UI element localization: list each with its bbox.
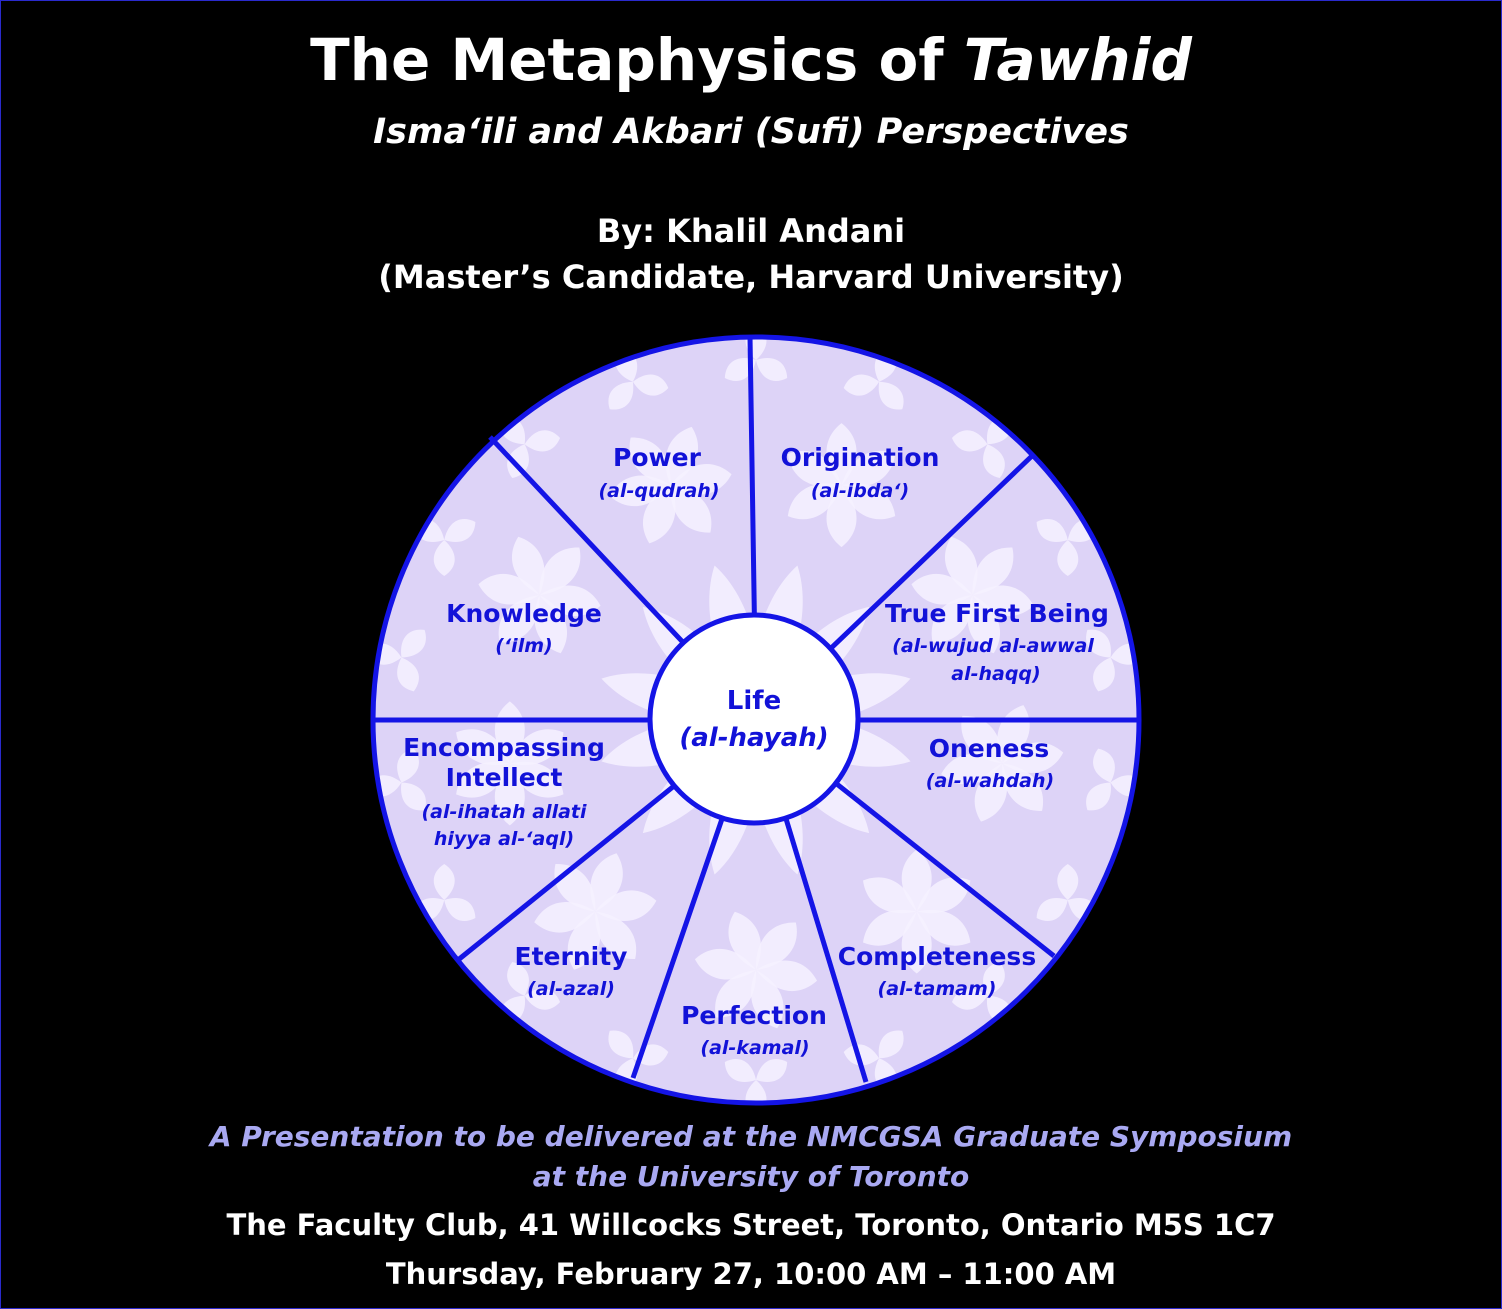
segment-origination-label: Origination (780, 443, 940, 472)
author-line: By: Khalil Andani (596, 212, 906, 250)
segment-knowledge-sub: (‘ilm) (495, 635, 553, 657)
segment-true-first-being-sub2: al-haqq) (951, 663, 1041, 685)
segment-perfection-sub: (al-kamal) (700, 1037, 810, 1059)
page-subtitle: Isma‘ili and Akbari (Sufi) Perspectives (373, 112, 1129, 152)
presentation-note-line2: at the University of Toronto (532, 1160, 970, 1193)
segment-power-label: Power (613, 443, 701, 472)
segment-true-first-being-label: True First Being (885, 599, 1109, 628)
segment-encompassing-intellect-label2: Intellect (445, 763, 563, 792)
segment-knowledge-label: Knowledge (446, 599, 602, 628)
date-line: Thursday, February 27, 10:00 AM – 11:00 AM (385, 1257, 1117, 1291)
center-circle (650, 615, 858, 823)
segment-oneness-sub: (al-wahdah) (925, 770, 1055, 792)
segment-encompassing-intellect-label: Encompassing (403, 733, 605, 762)
segment-oneness-label: Oneness (928, 734, 1050, 763)
segment-true-first-being-sub: (al-wujud al-awwal (892, 635, 1094, 657)
segment-encompassing-intellect-sub2: hiyya al-‘aql) (433, 828, 575, 850)
segment-origination-sub: (al-ibda‘) (810, 480, 910, 502)
center-sublabel: (al-hayah) (679, 723, 829, 753)
segment-completeness-sub: (al-tamam) (877, 978, 997, 1000)
segment-eternity-label: Eternity (514, 942, 628, 971)
segment-completeness-label: Completeness (837, 942, 1037, 971)
segment-eternity-sub: (al-azal) (527, 978, 615, 1000)
presentation-note-line1: A Presentation to be delivered at the NMCGSA Graduate Symposium (209, 1120, 1293, 1153)
segment-perfection-label: Perfection (681, 1001, 827, 1030)
affiliation-line: (Master’s Candidate, Harvard University) (378, 258, 1124, 296)
segment-encompassing-intellect-sub: (al-ihatah allati (421, 801, 587, 823)
segment-power-sub: (al-qudrah) (598, 480, 720, 502)
venue-line: The Faculty Club, 41 Willcocks Street, Toronto, Ontario M5S 1C7 (226, 1208, 1276, 1242)
center-label: Life (726, 686, 782, 716)
page-title: The Metaphysics of Tawhid (310, 26, 1192, 94)
